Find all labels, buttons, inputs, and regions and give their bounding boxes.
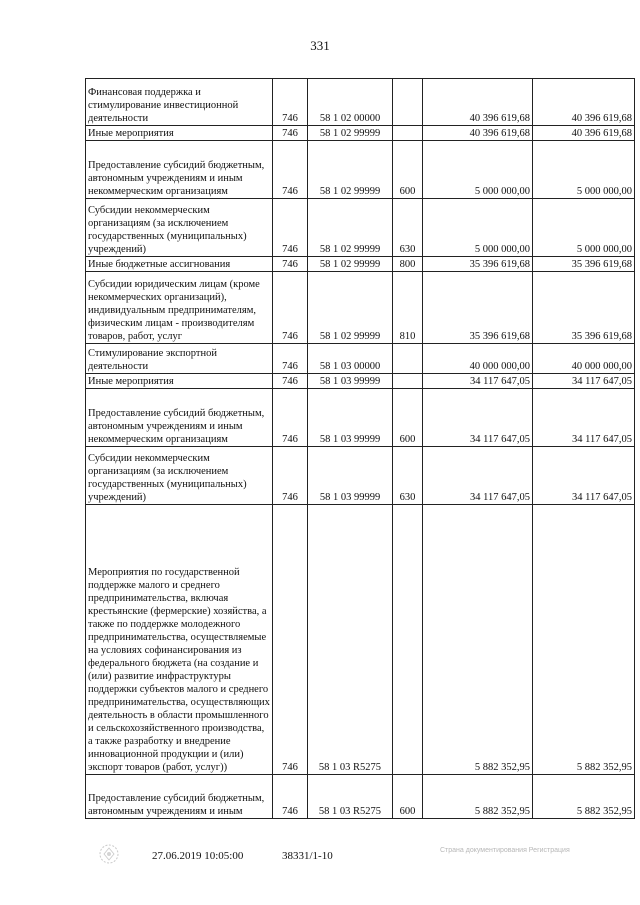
table-row [86, 126, 635, 141]
row-sum-1: 5 000 000,00 [423, 199, 533, 257]
row-sum-1: 40 396 619,68 [423, 79, 533, 126]
table-row [86, 141, 635, 199]
table-row [86, 775, 635, 819]
table-row [86, 272, 635, 344]
row-article: 58 1 03 99999 [308, 374, 393, 389]
row-code: 746 [273, 374, 308, 389]
row-name: Мероприятия по государственной поддержке малого и среднего предпринимательства, включая крестьянские (фермерские) хозяйства, а также по поддержке молодежного предпринимательства, осуществляемые на условиях софинансирования из федерального бюджета (на создание и (или) развитие инфраструктуры поддержки субъектов малого и среднего предпринимательства, осуществляющих деятельность в области промышленного и сельскохозяйственного производства, а также разработку и внедрение инновационной продукции и (или) экспорт товаров (работ, услуг)) [86, 505, 273, 775]
row-type: 810 [393, 272, 423, 344]
table-row [86, 257, 635, 272]
row-name: Предоставление субсидий бюджетным, автономным учреждениям и иным некоммерческим организациям [86, 389, 273, 447]
row-type: 600 [393, 775, 423, 819]
row-article: 58 1 03 99999 [308, 389, 393, 447]
row-sum-2: 40 396 619,68 [533, 79, 635, 126]
row-sum-2: 5 882 352,95 [533, 775, 635, 819]
stamp-icon [95, 842, 123, 866]
row-code: 746 [273, 775, 308, 819]
row-name: Предоставление субсидий бюджетным, автономным учреждениям и иным некоммерческим организациям [86, 141, 273, 199]
table-row [86, 389, 635, 447]
row-name: Субсидии юридическим лицам (кроме некоммерческих организаций), индивидуальным предпринимателям, физическим лицам - производителям товаров, работ, услуг [86, 272, 273, 344]
row-sum-1: 40 000 000,00 [423, 344, 533, 374]
row-name: Иные бюджетные ассигнования [86, 257, 273, 272]
page-number: 331 [310, 38, 330, 53]
row-code: 746 [273, 389, 308, 447]
row-name: Иные мероприятия [86, 126, 273, 141]
row-code: 746 [273, 272, 308, 344]
row-sum-2: 5 882 352,95 [533, 505, 635, 775]
table-row [86, 199, 635, 257]
row-article: 58 1 03 00000 [308, 344, 393, 374]
row-article: 58 1 02 99999 [308, 141, 393, 199]
row-name: Субсидии некоммерческим организациям (за исключением государственных (муниципальных) учреждений) [86, 199, 273, 257]
row-sum-2: 5 000 000,00 [533, 199, 635, 257]
row-article: 58 1 03 R5275 [308, 505, 393, 775]
row-article: 58 1 03 R5275 [308, 775, 393, 819]
row-sum-2: 5 000 000,00 [533, 141, 635, 199]
row-sum-2: 34 117 647,05 [533, 389, 635, 447]
footer-watermark: Страна документирования Регистрация [440, 847, 570, 854]
row-type [393, 505, 423, 775]
row-sum-2: 35 396 619,68 [533, 257, 635, 272]
row-code: 746 [273, 344, 308, 374]
row-sum-2: 40 000 000,00 [533, 344, 635, 374]
row-type: 630 [393, 199, 423, 257]
row-sum-1: 5 882 352,95 [423, 505, 533, 775]
page-footer [0, 846, 640, 876]
row-article: 58 1 02 00000 [308, 79, 393, 126]
row-code: 746 [273, 79, 308, 126]
row-code: 746 [273, 126, 308, 141]
row-name: Стимулирование экспортной деятельности [86, 344, 273, 374]
row-code: 746 [273, 141, 308, 199]
row-type: 600 [393, 389, 423, 447]
row-name: Финансовая поддержка и стимулирование инвестиционной деятельности [86, 79, 273, 126]
row-type [393, 126, 423, 141]
row-article: 58 1 02 99999 [308, 257, 393, 272]
row-sum-1: 35 396 619,68 [423, 257, 533, 272]
row-sum-2: 40 396 619,68 [533, 126, 635, 141]
row-code: 746 [273, 257, 308, 272]
row-name: Субсидии некоммерческим организациям (за исключением государственных (муниципальных) учреждений) [86, 447, 273, 505]
row-sum-1: 5 882 352,95 [423, 775, 533, 819]
row-type: 600 [393, 141, 423, 199]
table-row [86, 374, 635, 389]
row-sum-2: 34 117 647,05 [533, 447, 635, 505]
row-type [393, 344, 423, 374]
row-sum-2: 34 117 647,05 [533, 374, 635, 389]
row-sum-1: 34 117 647,05 [423, 447, 533, 505]
row-article: 58 1 02 99999 [308, 199, 393, 257]
row-sum-1: 34 117 647,05 [423, 389, 533, 447]
row-article: 58 1 03 99999 [308, 447, 393, 505]
row-article: 58 1 02 99999 [308, 126, 393, 141]
row-code: 746 [273, 447, 308, 505]
budget-table [85, 78, 635, 819]
table-row [86, 344, 635, 374]
row-sum-1: 35 396 619,68 [423, 272, 533, 344]
row-type: 800 [393, 257, 423, 272]
row-sum-1: 5 000 000,00 [423, 141, 533, 199]
row-name: Предоставление субсидий бюджетным, автономным учреждениям и иным [86, 775, 273, 819]
row-type [393, 374, 423, 389]
row-sum-1: 34 117 647,05 [423, 374, 533, 389]
row-code: 746 [273, 505, 308, 775]
footer-doc-number: 38331/1-10 [282, 850, 333, 862]
footer-datetime: 27.06.2019 10:05:00 [152, 850, 244, 862]
row-sum-2: 35 396 619,68 [533, 272, 635, 344]
table-row [86, 505, 635, 775]
table-row [86, 79, 635, 126]
row-type: 630 [393, 447, 423, 505]
row-name: Иные мероприятия [86, 374, 273, 389]
row-type [393, 79, 423, 126]
row-code: 746 [273, 199, 308, 257]
row-sum-1: 40 396 619,68 [423, 126, 533, 141]
row-article: 58 1 02 99999 [308, 272, 393, 344]
table-row [86, 447, 635, 505]
